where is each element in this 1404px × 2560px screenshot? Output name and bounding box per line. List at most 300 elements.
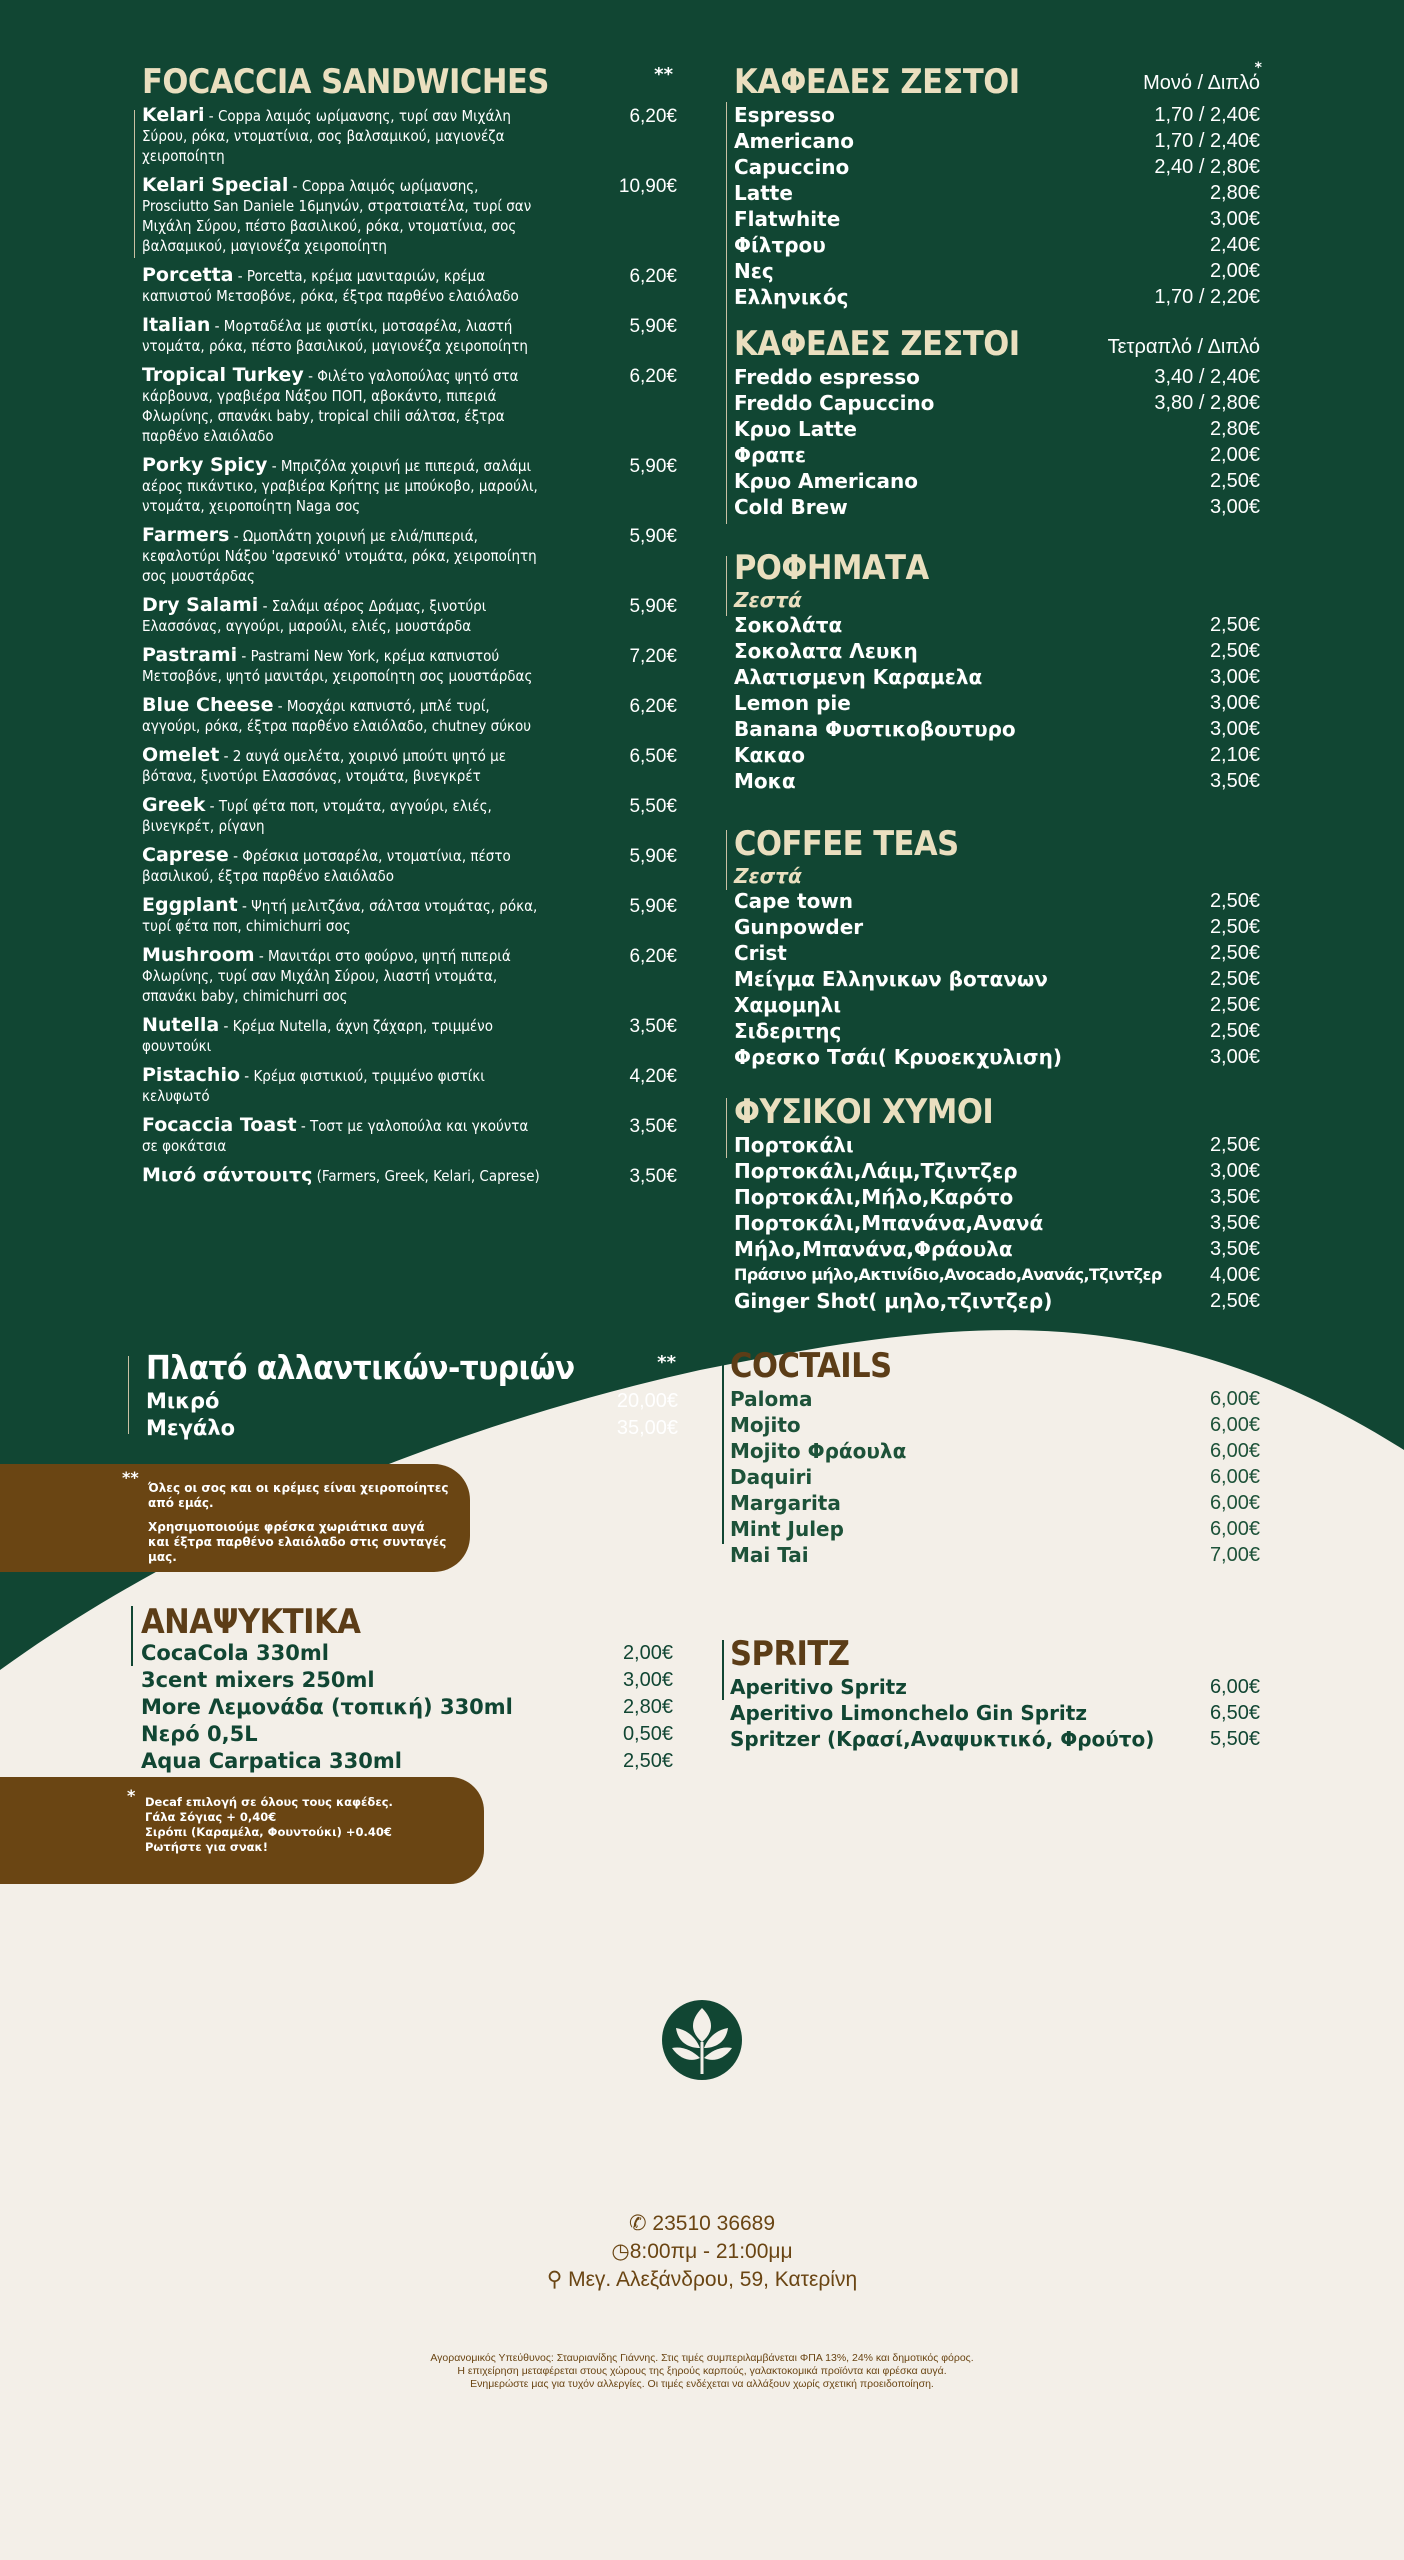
logo bbox=[660, 1998, 744, 2082]
item-name: Mint Julep bbox=[730, 1517, 844, 1541]
item-price: 3,00€ bbox=[1209, 692, 1260, 714]
menu-item bbox=[734, 390, 1260, 416]
item-description: - Μορταδέλα με φιστίκι, μοτσαρέλα, λιαστή ντομάτα, ρόκα, πέστο βασιλικού, μαγιονέζα χειροποίητη bbox=[142, 317, 528, 355]
item-price: 2,40 / 2,80€ bbox=[1154, 156, 1260, 178]
item-price: 2,80€ bbox=[1209, 182, 1260, 204]
item-name: Κακαο bbox=[734, 743, 805, 767]
item-name: Φραπε bbox=[734, 443, 807, 467]
item-price: 6,00€ bbox=[1209, 1676, 1260, 1698]
menu-item bbox=[734, 284, 1260, 310]
cocktails-title: COCTAILS bbox=[730, 1346, 892, 1386]
menu-item bbox=[142, 846, 677, 886]
soft-drinks-title: ΑΝΑΨΥΚΤΙΚΑ bbox=[141, 1602, 361, 1642]
menu-item bbox=[734, 690, 1260, 716]
item-price: 2,50€ bbox=[1209, 470, 1260, 492]
item-name: Freddo espresso bbox=[734, 365, 920, 389]
item-price: 2,00€ bbox=[1209, 444, 1260, 466]
item-name: Φίλτρου bbox=[734, 233, 826, 257]
item-price: 10,90€ bbox=[618, 176, 677, 197]
menu-item bbox=[730, 1386, 1260, 1412]
item-name: Ελληνικός bbox=[734, 285, 849, 309]
item-price: 2,50€ bbox=[1209, 640, 1260, 662]
item-price: 5,90€ bbox=[629, 526, 677, 547]
item-price: 2,50€ bbox=[1209, 1020, 1260, 1042]
item-name: Banana Φυστικοβουτυρο bbox=[734, 717, 1016, 741]
item-price: 3,00€ bbox=[1209, 496, 1260, 518]
note-line: Γάλα Σόγιας + 0,40€ bbox=[145, 1810, 277, 1824]
item-name: Μείγμα Ελληνικων βοτανων bbox=[734, 967, 1048, 991]
item-description: - Porcetta, κρέμα μανιταριών, κρέμα καπνιστού Μετσοβόνε, ρόκα, έξτρα παρθένο ελαιόλαδο bbox=[142, 267, 519, 305]
menu-item bbox=[141, 1667, 673, 1694]
note-line: από εμάς. bbox=[148, 1496, 214, 1510]
juices-section bbox=[726, 1092, 1260, 1314]
item-name: Aperitivo Limonchelo Gin Spritz bbox=[730, 1701, 1087, 1725]
juices-title: ΦΥΣΙΚΟΙ ΧΥΜΟΙ bbox=[734, 1092, 994, 1132]
menu-item bbox=[734, 416, 1260, 442]
menu-item bbox=[141, 1694, 673, 1721]
menu-item bbox=[734, 716, 1260, 742]
cold-coffee-section bbox=[726, 324, 1260, 520]
item-name: Mojito bbox=[730, 1413, 801, 1437]
menu-item bbox=[142, 596, 677, 636]
hot-coffee-title: ΚΑΦΕΔΕΣ ΖΕΣΤΟΙ bbox=[734, 62, 1020, 102]
item-name: Μεγάλο bbox=[146, 1416, 236, 1440]
hot-coffee-header: Μονό / Διπλό bbox=[1143, 72, 1260, 94]
platter-section bbox=[128, 1348, 678, 1442]
menu-item bbox=[734, 1132, 1260, 1158]
phone-icon: ✆ bbox=[628, 2212, 647, 2235]
menu-item-text bbox=[142, 646, 547, 686]
item-name: Σοκολάτα bbox=[734, 613, 843, 637]
item-name: CocaCola 330ml bbox=[141, 1641, 329, 1665]
item-description: - Σαλάμι αέρος Δράμας, ξινοτύρι Ελασσόνας, αγγούρι, μαρούλι, ελιές, μουστάρδα bbox=[142, 597, 487, 635]
item-description: - Coppa λαιμός ωρίμανσης, τυρί σαν Μιχάλη Σύρου, ρόκα, ντοματίνια, σος βαλσαμικού, μαγιονέζα χειροποίητη bbox=[142, 107, 511, 165]
menu-item bbox=[141, 1721, 673, 1748]
spritz-divider bbox=[722, 1640, 724, 1700]
menu-item bbox=[141, 1640, 673, 1667]
item-name: Dry Salami bbox=[142, 594, 259, 616]
item-name: Κρυο Americano bbox=[734, 469, 918, 493]
menu-item-text bbox=[142, 1066, 547, 1106]
cold-coffee-title: ΚΑΦΕΔΕΣ ΖΕΣΤΟΙ bbox=[734, 324, 1020, 364]
menu-item bbox=[142, 366, 677, 446]
menu-item-text bbox=[142, 176, 547, 256]
menu-item bbox=[734, 128, 1260, 154]
item-name: Ginger Shot( μηλο,τζιντζερ) bbox=[734, 1289, 1053, 1313]
note-line: και έξτρα παρθένο ελαιόλαδο στις συνταγές μας. bbox=[148, 1535, 447, 1564]
item-price: 3,00€ bbox=[1209, 718, 1260, 740]
drinks-title: ΡΟΦΗΜΑΤΑ bbox=[734, 548, 929, 588]
item-price: 3,00€ bbox=[1209, 1160, 1260, 1182]
phone-number[interactable]: 23510 36689 bbox=[652, 2212, 776, 2235]
item-price: 3,00€ bbox=[1209, 208, 1260, 230]
item-price: 3,50€ bbox=[1209, 1238, 1260, 1260]
contact-block bbox=[402, 2210, 1002, 2294]
menu-item bbox=[142, 896, 677, 936]
item-price: 20,00€ bbox=[616, 1390, 678, 1412]
item-name: Caprese bbox=[142, 844, 229, 866]
item-price: 6,20€ bbox=[629, 696, 677, 717]
focaccia-title: FOCACCIA SANDWICHES bbox=[142, 62, 549, 102]
item-price: 3,50€ bbox=[629, 1166, 677, 1187]
item-name: Lemon pie bbox=[734, 691, 851, 715]
item-price: 2,50€ bbox=[1209, 1134, 1260, 1156]
item-name: Σιδεριτης bbox=[734, 1019, 842, 1043]
item-price: 5,90€ bbox=[629, 316, 677, 337]
menu-item bbox=[142, 1016, 677, 1056]
teas-divider bbox=[726, 830, 727, 890]
menu-item bbox=[146, 1415, 678, 1442]
item-name: Paloma bbox=[730, 1387, 813, 1411]
item-price: 7,20€ bbox=[629, 646, 677, 667]
item-name: Πορτοκάλι bbox=[734, 1133, 854, 1157]
item-name: Italian bbox=[142, 314, 211, 336]
item-name: Pistachio bbox=[142, 1064, 241, 1086]
item-name: Pastrami bbox=[142, 644, 238, 666]
item-price: 35,00€ bbox=[616, 1417, 678, 1439]
menu-item bbox=[730, 1674, 1260, 1700]
menu-item bbox=[730, 1412, 1260, 1438]
item-price: 0,50€ bbox=[622, 1723, 673, 1745]
item-price: 1,70 / 2,40€ bbox=[1154, 104, 1260, 126]
item-name: Cape town bbox=[734, 889, 854, 913]
menu-item bbox=[734, 742, 1260, 768]
menu-item bbox=[734, 664, 1260, 690]
item-price: 6,00€ bbox=[1209, 1518, 1260, 1540]
item-name: Aperitivo Spritz bbox=[730, 1675, 907, 1699]
menu-item bbox=[734, 1184, 1260, 1210]
item-name: Φρεσκο Τσάι( Κρυοεκχυλιση) bbox=[734, 1045, 1063, 1069]
item-price: 3,50€ bbox=[1209, 1212, 1260, 1234]
item-description: - Φιλέτο γαλοπούλας ψητό στα κάρβουνα, γραβιέρα Νάξου ΠΟΠ, αβοκάντο, πιπεριά Φλωρίνης, σπανάκι baby, tropical chili σάλτσα, έξτρα παρθένο ελαιόλαδο bbox=[142, 367, 519, 445]
item-description: - Ψητή μελιτζάνα, σάλτσα ντομάτας, ρόκα, τυρί φέτα ποπ, chimichurri σος bbox=[142, 897, 538, 935]
menu-item bbox=[730, 1516, 1260, 1542]
cocktails-divider bbox=[722, 1352, 724, 1544]
tree-leaf-logo-icon bbox=[660, 1998, 744, 2082]
item-price: 2,50€ bbox=[1209, 942, 1260, 964]
menu-item bbox=[734, 442, 1260, 468]
item-name: Omelet bbox=[142, 744, 220, 766]
menu-item-text bbox=[142, 1166, 547, 1186]
item-name: Πορτοκάλι,Μήλο,Καρότο bbox=[734, 1185, 1014, 1209]
menu-item bbox=[734, 1158, 1260, 1184]
item-price: 3,50€ bbox=[629, 1116, 677, 1137]
platter-stars: ** bbox=[657, 1352, 676, 1373]
menu-item-text bbox=[142, 946, 547, 1006]
item-name: Χαμομηλι bbox=[734, 993, 842, 1017]
fine-print-line: Ενημερώστε μας για τυχόν αλλεργίες. Οι τιμές ενδέχεται να αλλάξουν χωρίς σχετική προειδοποίηση. bbox=[470, 2378, 934, 2390]
item-price: 2,80€ bbox=[1209, 418, 1260, 440]
menu-item-text bbox=[142, 266, 547, 306]
item-description: - Τυρί φέτα ποπ, ντομάτα, αγγούρι, ελιές, βινεγκρέτ, ρίγανη bbox=[142, 797, 492, 835]
item-price: 3,80 / 2,80€ bbox=[1154, 392, 1260, 414]
item-name: Gunpowder bbox=[734, 915, 864, 939]
item-price: 7,00€ bbox=[1209, 1544, 1260, 1566]
menu-item bbox=[734, 154, 1260, 180]
address[interactable]: Μεγ. Αλεξάνδρου, 59, Κατερίνη bbox=[568, 2268, 858, 2291]
item-name: Πράσινο μήλο,Ακτινίδιο,Avocado,Ανανάς,Τζιντζερ bbox=[734, 1265, 1162, 1284]
item-price: 1,70 / 2,20€ bbox=[1154, 286, 1260, 308]
item-price: 2,50€ bbox=[1209, 916, 1260, 938]
menu-item bbox=[142, 646, 677, 686]
item-name: Κρυο Latte bbox=[734, 417, 857, 441]
menu-item-text bbox=[142, 366, 547, 446]
menu-item bbox=[734, 612, 1260, 638]
item-price: 2,40€ bbox=[1209, 234, 1260, 256]
menu-item-text bbox=[142, 106, 547, 166]
item-price: 6,20€ bbox=[629, 946, 677, 967]
opening-hours: 8:00πμ - 21:00μμ bbox=[629, 2240, 793, 2263]
item-name: Μικρό bbox=[146, 1389, 220, 1413]
menu-item-text bbox=[142, 1016, 547, 1056]
item-description: - Μανιτάρι στο φούρνο, ψητή πιπεριά Φλωρίνης, τυρί σαν Μιχάλη Σύρου, λιαστή ντομάτα, σπανάκι baby, chimichurri σος bbox=[142, 947, 511, 1005]
cocktails-section bbox=[722, 1346, 1260, 1568]
menu-item-text bbox=[142, 696, 547, 736]
menu-item bbox=[142, 456, 677, 516]
menu-item-text bbox=[142, 526, 547, 586]
drinks-divider bbox=[726, 556, 727, 616]
item-price: 6,20€ bbox=[629, 266, 677, 287]
menu-item bbox=[734, 468, 1260, 494]
note-line: Χρησιμοποιούμε φρέσκα χωριάτικα αυγά bbox=[148, 1520, 425, 1534]
menu-item bbox=[734, 1262, 1260, 1288]
menu-item-text bbox=[142, 1116, 547, 1156]
item-price: 6,50€ bbox=[1209, 1702, 1260, 1724]
item-name: Nutella bbox=[142, 1014, 220, 1036]
item-price: 5,50€ bbox=[629, 796, 677, 817]
item-price: 3,00€ bbox=[1209, 666, 1260, 688]
note-line: Όλες οι σος και οι κρέμες είναι χειροποίητες bbox=[148, 1481, 449, 1495]
focaccia-list bbox=[134, 106, 677, 1196]
item-price: 3,50€ bbox=[1209, 1186, 1260, 1208]
focaccia-stars: ** bbox=[654, 64, 673, 85]
item-price: 2,50€ bbox=[622, 1750, 673, 1772]
menu-item bbox=[142, 696, 677, 736]
item-name: Espresso bbox=[734, 103, 835, 127]
teas-subtitle: Ζεστά bbox=[734, 864, 802, 888]
item-price: 2,10€ bbox=[1209, 744, 1260, 766]
menu-item bbox=[734, 768, 1260, 794]
item-name: Blue Cheese bbox=[142, 694, 274, 716]
menu-item-text bbox=[142, 316, 547, 356]
menu-item bbox=[734, 940, 1260, 966]
item-price: 2,00€ bbox=[622, 1642, 673, 1664]
menu-item bbox=[730, 1542, 1260, 1568]
juices-divider bbox=[726, 1098, 727, 1158]
menu-item-text bbox=[142, 456, 547, 516]
menu-item-text bbox=[142, 846, 547, 886]
cold-coffee-divider bbox=[726, 334, 727, 524]
item-name: Capuccino bbox=[734, 155, 850, 179]
item-description: - Κρέμα φιστικιού, τριμμένο φιστίκι κελυφωτό bbox=[142, 1067, 485, 1105]
note-line: Decaf επιλογή σε όλους τους καφέδες. bbox=[145, 1795, 393, 1809]
fine-print-line: Αγορανομικός Υπεύθυνος: Σταυριανίδης Γιάννης. Στις τιμές συμπεριλαμβάνεται ΦΠΑ 13%, 24% και δημοτικός φόρος. bbox=[430, 2352, 974, 2364]
item-name: Mushroom bbox=[142, 944, 255, 966]
item-price: 3,50€ bbox=[629, 1016, 677, 1037]
soft-drinks-divider bbox=[131, 1606, 133, 1666]
menu-item bbox=[141, 1748, 673, 1775]
item-name: Flatwhite bbox=[734, 207, 841, 231]
note-line: Ρωτήστε για σνακ! bbox=[145, 1840, 268, 1854]
cold-coffee-header: Τετραπλό / Διπλό bbox=[1107, 336, 1260, 358]
menu-item bbox=[734, 1018, 1260, 1044]
item-price: 4,20€ bbox=[629, 1066, 677, 1087]
menu-item bbox=[734, 364, 1260, 390]
item-price: 5,90€ bbox=[629, 596, 677, 617]
item-name: Πορτοκάλι,Λάιμ,Τζιντζερ bbox=[734, 1159, 1018, 1183]
drinks-subtitle: Ζεστά bbox=[734, 588, 802, 612]
item-price: 6,20€ bbox=[629, 366, 677, 387]
menu-item bbox=[730, 1490, 1260, 1516]
item-price: 6,00€ bbox=[1209, 1492, 1260, 1514]
item-price: 5,50€ bbox=[1209, 1728, 1260, 1750]
item-price: 6,00€ bbox=[1209, 1414, 1260, 1436]
sauces-note bbox=[0, 1464, 470, 1572]
item-description: - Μοσχάρι καπνιστό, μπλέ τυρί, αγγούρι, ρόκα, έξτρα παρθένο ελαιόλαδο, chutney σύκου bbox=[142, 697, 532, 735]
item-price: 2,50€ bbox=[1209, 890, 1260, 912]
item-price: 2,50€ bbox=[1209, 994, 1260, 1016]
item-price: 2,50€ bbox=[1209, 1290, 1260, 1312]
fine-print bbox=[352, 2352, 1052, 2391]
menu-item bbox=[734, 992, 1260, 1018]
menu-item bbox=[734, 206, 1260, 232]
item-name: Αλατισμενη Καραμελα bbox=[734, 665, 983, 689]
item-name: Kelari Special bbox=[142, 174, 289, 196]
menu-item bbox=[734, 258, 1260, 284]
menu-item bbox=[146, 1388, 678, 1415]
item-name: Daquiri bbox=[730, 1465, 813, 1489]
menu-item bbox=[734, 1236, 1260, 1262]
decaf-note bbox=[0, 1777, 484, 1884]
item-price: 6,00€ bbox=[1209, 1388, 1260, 1410]
focaccia-divider bbox=[134, 110, 135, 258]
teas-title: COFFEE TEAS bbox=[734, 824, 959, 864]
spritz-section bbox=[722, 1634, 1260, 1752]
item-description: - Coppa λαιμός ωρίμανσης, Prosciutto San Daniele 16μηνών, στρατσιατέλα, τυρί σαν Μιχάλη Σύρου, πέστο βασιλικού, ρόκα, ντοματίνια, σος βαλσαμικού, μαγιονέζα χειροποίητη bbox=[142, 177, 532, 255]
menu-item-text bbox=[142, 896, 547, 936]
item-name: Μοκα bbox=[734, 769, 796, 793]
teas-section bbox=[726, 824, 1260, 1070]
item-price: 3,00€ bbox=[1209, 1046, 1260, 1068]
item-name: Eggplant bbox=[142, 894, 238, 916]
menu-item bbox=[734, 914, 1260, 940]
item-price: 5,90€ bbox=[629, 846, 677, 867]
item-name: Latte bbox=[734, 181, 793, 205]
menu-item bbox=[730, 1464, 1260, 1490]
note-line: Σιρόπι (Καραμέλα, Φουντούκι) +0.40€ bbox=[145, 1825, 392, 1839]
item-price: 6,00€ bbox=[1209, 1466, 1260, 1488]
item-name: Μισό σάντουιτς bbox=[142, 1164, 313, 1186]
hot-coffee-section bbox=[726, 62, 1260, 310]
note-stars: ** bbox=[122, 1468, 139, 1487]
item-price: 3,00€ bbox=[622, 1669, 673, 1691]
item-name: Spritzer (Κρασί,Αναψυκτικό, Φρούτο) bbox=[730, 1727, 1155, 1751]
menu-item bbox=[142, 946, 677, 1006]
menu-item bbox=[730, 1726, 1260, 1752]
menu-item bbox=[142, 316, 677, 356]
item-description: - Μπριζόλα χοιρινή με πιπεριά, σαλάμι αέρος πικάντικο, γραβιέρα Κρήτης με μπούκοβο, μαρούλι, ντομάτα, χειροποίητη Naga σος bbox=[142, 457, 538, 515]
menu-item-text bbox=[142, 796, 547, 836]
item-name: Σοκολατα Λευκη bbox=[734, 639, 918, 663]
item-name: Μήλο,Μπανάνα,Φράουλα bbox=[734, 1237, 1013, 1261]
item-name: Focaccia Toast bbox=[142, 1114, 297, 1136]
menu-item bbox=[142, 106, 677, 166]
fine-print-line: Η επιχείρηση μεταφέρεται στους χώρους της ξηρούς καρπούς, γαλακτοκομικά προϊόντα και φρέσκα αυγά. bbox=[457, 2365, 947, 2377]
item-name: Kelari bbox=[142, 104, 205, 126]
item-name: Tropical Turkey bbox=[142, 364, 304, 386]
item-price: 1,70 / 2,40€ bbox=[1154, 130, 1260, 152]
item-name: Crist bbox=[734, 941, 787, 965]
item-description: - Ωμοπλάτη χοιρινή με ελιά/πιπεριά, κεφαλοτύρι Νάξου 'αρσενικό' ντομάτα, ρόκα, χειροποίητη σος μουστάρδας bbox=[142, 527, 537, 585]
menu-item bbox=[142, 796, 677, 836]
item-name: Aqua Carpatica 330ml bbox=[141, 1749, 402, 1773]
menu-item bbox=[734, 232, 1260, 258]
item-name: Νερό 0,5L bbox=[141, 1722, 258, 1746]
item-price: 6,50€ bbox=[629, 746, 677, 767]
item-price: 6,20€ bbox=[629, 106, 677, 127]
item-name: Greek bbox=[142, 794, 206, 816]
item-price: 5,90€ bbox=[629, 896, 677, 917]
item-name: Farmers bbox=[142, 524, 230, 546]
note-star: * bbox=[127, 1786, 136, 1805]
item-name: Freddo Capuccino bbox=[734, 391, 935, 415]
item-name: More Λεμονάδα (τοπική) 330ml bbox=[141, 1695, 513, 1719]
item-name: Cold Brew bbox=[734, 495, 848, 519]
menu-item bbox=[142, 266, 677, 306]
drinks-section bbox=[726, 548, 1260, 794]
item-description: - 2 αυγά ομελέτα, χοιρινό μπούτι ψητό με βότανα, ξινοτύρι Ελασσόνας, ντομάτα, βινεγκρέτ bbox=[142, 747, 507, 785]
item-price: 2,80€ bbox=[622, 1696, 673, 1718]
menu-item-text bbox=[142, 596, 547, 636]
item-price: 6,00€ bbox=[1209, 1440, 1260, 1462]
clock-icon: ◷ bbox=[611, 2240, 630, 2263]
item-description: - Τοστ με γαλοπούλα και γκούντα σε φοκάτσια bbox=[142, 1117, 529, 1155]
focaccia-section bbox=[142, 62, 677, 102]
menu-item bbox=[142, 1066, 677, 1106]
item-description: - Κρέμα Nutella, άχνη ζάχαρη, τριμμένο φουντούκι bbox=[142, 1017, 493, 1055]
menu-item bbox=[142, 526, 677, 586]
menu-item bbox=[142, 176, 677, 256]
menu-item bbox=[734, 1288, 1260, 1314]
hot-coffee-star: * bbox=[1254, 60, 1262, 76]
spritz-title: SPRITZ bbox=[730, 1634, 850, 1674]
item-price: 2,50€ bbox=[1209, 614, 1260, 636]
menu-item bbox=[734, 638, 1260, 664]
menu-item-text bbox=[142, 746, 547, 786]
platter-title: Πλατό αλλαντικών-τυριών bbox=[146, 1348, 575, 1387]
soft-drinks-section bbox=[131, 1602, 673, 1775]
item-price: 2,50€ bbox=[1209, 968, 1260, 990]
menu-item bbox=[734, 1044, 1260, 1070]
item-price: 3,50€ bbox=[1209, 770, 1260, 792]
item-name: Porcetta bbox=[142, 264, 234, 286]
item-price: 5,90€ bbox=[629, 456, 677, 477]
item-name: Mai Tai bbox=[730, 1543, 809, 1567]
item-price: 4,00€ bbox=[1209, 1264, 1260, 1286]
menu-item bbox=[730, 1700, 1260, 1726]
menu-item bbox=[142, 1116, 677, 1156]
item-name: 3cent mixers 250ml bbox=[141, 1668, 375, 1692]
menu-item bbox=[142, 746, 677, 786]
location-pin-icon: ⚲ bbox=[546, 2268, 563, 2291]
menu-item bbox=[142, 1166, 677, 1186]
item-name: Πορτοκάλι,Μπανάνα,Ανανά bbox=[734, 1211, 1044, 1235]
menu-item bbox=[734, 180, 1260, 206]
platter-divider bbox=[128, 1356, 129, 1434]
menu-item bbox=[734, 1210, 1260, 1236]
item-name: Porky Spicy bbox=[142, 454, 268, 476]
item-description: - Φρέσκια μοτσαρέλα, ντοματίνια, πέστο βασιλικού, έξτρα παρθένο ελαιόλαδο bbox=[142, 847, 511, 885]
